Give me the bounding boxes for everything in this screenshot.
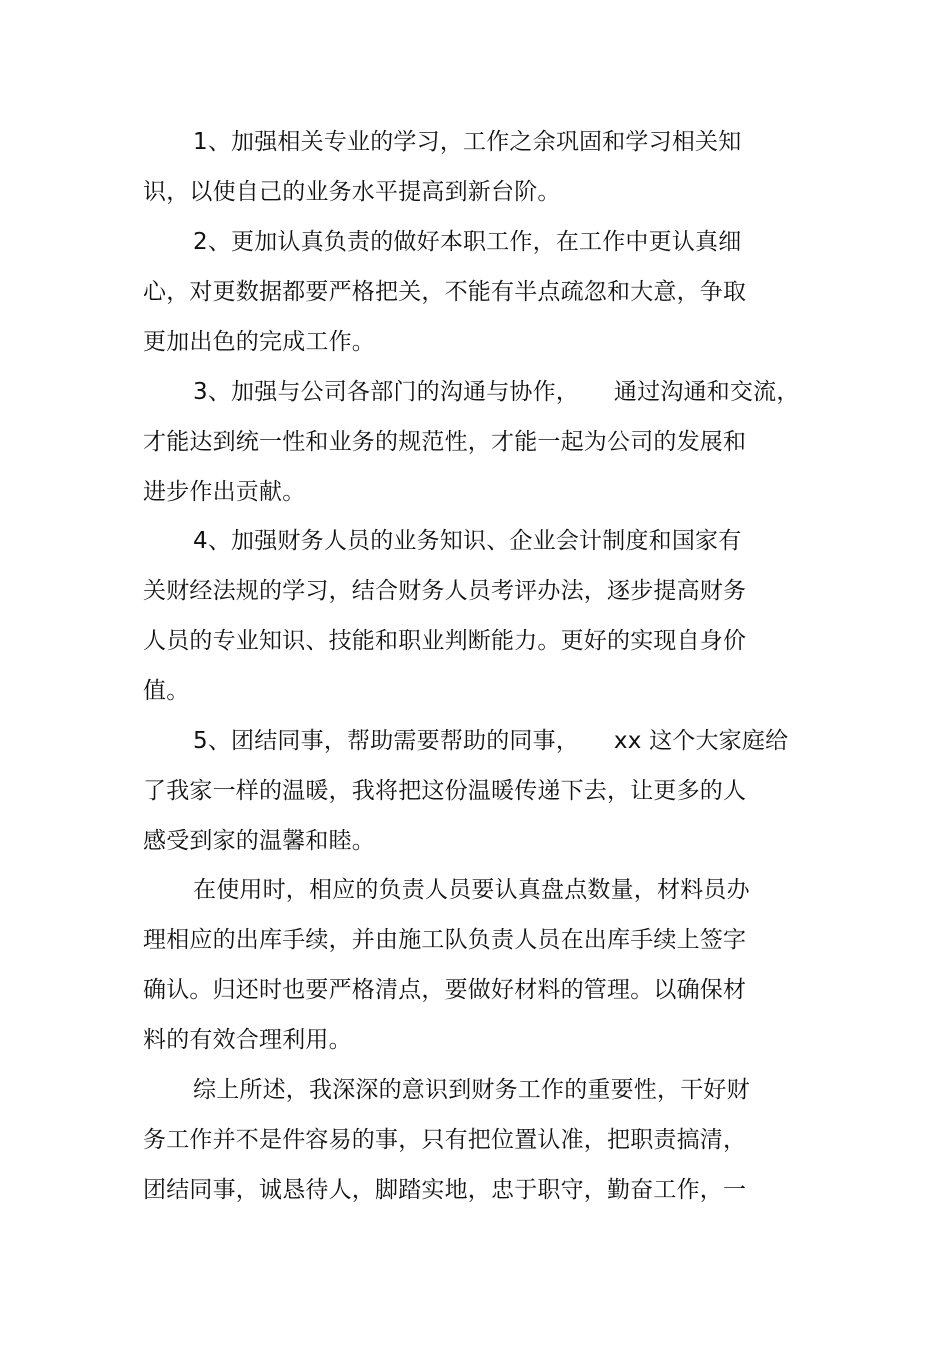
paragraph-3-line-1: 3、加强与公司各部门的沟通与协作， 通过沟通和交流， <box>193 379 800 405</box>
paragraph-2-line-2: 心，对更数据都要严格把关，不能有半点疏忽和大意，争取 <box>143 279 747 305</box>
paragraph-4-line-2: 关财经法规的学习，结合财务人员考评办法，逐步提高财务 <box>143 578 747 604</box>
paragraph-4-line-3: 人员的专业知识、技能和职业判断能力。更好的实现自身价 <box>143 628 747 654</box>
paragraph-5-line-3: 感受到家的温馨和睦。 <box>143 828 375 854</box>
paragraph-6-line-4: 料的有效合理利用。 <box>143 1027 352 1053</box>
paragraph-1-line-1: 1、加强相关专业的学习，工作之余巩固和学习相关知 <box>193 129 742 155</box>
paragraph-1-line-2: 识，以使自己的业务水平提高到新台阶。 <box>143 179 561 205</box>
paragraph-6-line-3: 确认。归还时也要严格清点，要做好材料的管理。以确保材 <box>143 977 747 1003</box>
paragraph-4-line-1: 4、加强财务人员的业务知识、企业会计制度和国家有 <box>193 528 742 554</box>
paragraph-3-line-2: 才能达到统一性和业务的规范性，才能一起为公司的发展和 <box>143 429 747 455</box>
paragraph-2-line-1: 2、更加认真负责的做好本职工作，在工作中更认真细 <box>193 229 742 255</box>
paragraph-7-line-1: 综上所述，我深深的意识到财务工作的重要性，干好财 <box>193 1077 750 1103</box>
paragraph-4-line-4: 值。 <box>143 678 190 704</box>
paragraph-3-line-3: 进步作出贡献。 <box>143 479 306 505</box>
paragraph-7-line-2: 务工作并不是件容易的事，只有把位置认准，把职责搞清， <box>143 1127 747 1153</box>
paragraph-6-line-2: 理相应的出库手续，并由施工队负责人员在出库手续上签字 <box>143 927 747 953</box>
paragraph-2-line-3: 更加出色的完成工作。 <box>143 329 375 355</box>
paragraph-5-line-2: 了我家一样的温暖，我将把这份温暖传递下去，让更多的人 <box>143 778 747 804</box>
paragraph-5-line-1: 5、团结同事，帮助需要帮助的同事， xx 这个大家庭给 <box>193 728 789 754</box>
paragraph-7-line-3: 团结同事，诚恳待人，脚踏实地，忠于职守，勤奋工作，一 <box>143 1177 747 1203</box>
paragraph-6-line-1: 在使用时，相应的负责人员要认真盘点数量，材料员办 <box>193 877 750 903</box>
